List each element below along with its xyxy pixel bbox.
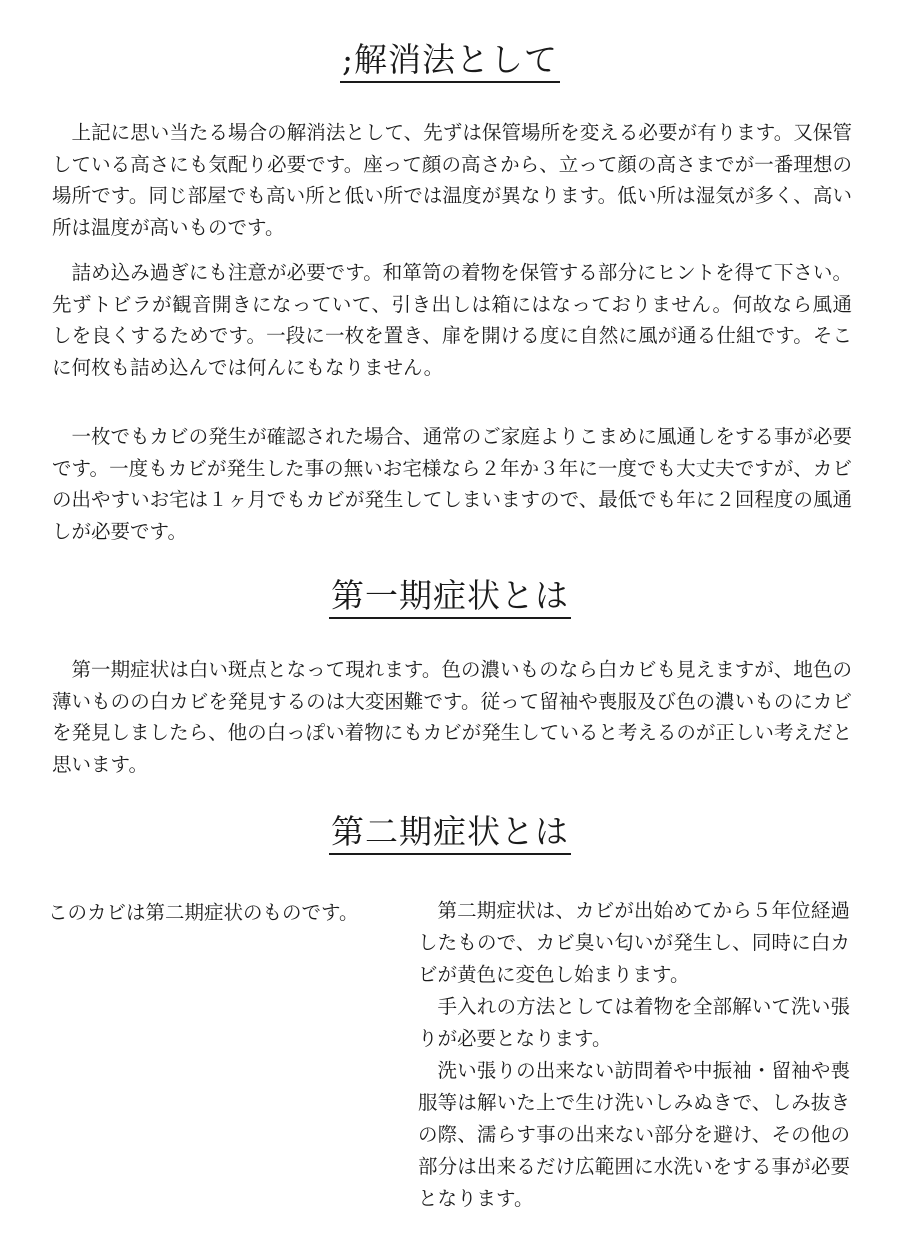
- heading-remedy: [0, 40, 900, 83]
- heading-stage-two: [0, 812, 900, 855]
- remedy-paragraph-airing: 一枚でもカビの発生が確認された場合、通常のご家庭よりこまめに風通しをする事が必要です。一度もカビが発生した事の無いお宅様なら２年か３年に一度でも大丈夫ですが、カビの出やすいお宅は１ヶ月でもカビが発生してしまいますので、最低でも年に２回程度の風通しが必要です。: [52, 425, 852, 543]
- stage-two-paragraph-special-garments: 洗い張りの出来ない訪問着や中振袖・留袖や喪服等は解いた上で生け洗いしみぬきで、しみ抜きの際、濡らす事の出来ない部分を避け、その他の部分は出来るだけ広範囲に水洗いをする事が必要となります。: [418, 1059, 850, 1210]
- heading-remedy-text: ;解消法として: [340, 40, 560, 83]
- remedy-paragraph-overpacking: 詰め込み過ぎにも注意が必要です。和箪笥の着物を保管する部分にヒントを得て下さい。先ずトビラが観音開きになっていて、引き出しは箱にはなっておりません。何故なら風通しを良くするためです。一段に一枚を置き、扉を開ける度に自然に風が通る仕組です。そこに何枚も詰め込んでは何んにもなりません。: [52, 261, 852, 379]
- stage-two-photo-caption: このカビは第二期症状のものです。: [48, 901, 359, 924]
- stage-two-paragraph-description: 第二期症状は、カビが出始めてから５年位経過したもので、カビ臭い匂いが発生し、同時に白カビが黄色に変色し始まります。: [418, 899, 850, 986]
- stage-two-paragraph-treatment: 手入れの方法としては着物を全部解いて洗い張りが必要となります。: [418, 995, 850, 1050]
- heading-stage-one-text: 第一期症状とは: [329, 576, 571, 619]
- stage-two-text-column: [418, 895, 850, 1215]
- stage-one-paragraph: 第一期症状は白い斑点となって現れます。色の濃いものなら白カビも見えますが、地色の薄いものの白カビを発見するのは大変困難です。従って留袖や喪服及び色の濃いものにカビを発見しましたら、他の白っぽい着物にもカビが発生していると考えるのが正しい考えだと思います。: [52, 658, 852, 776]
- heading-stage-two-text: 第二期症状とは: [329, 812, 571, 855]
- heading-stage-one: [0, 576, 900, 619]
- remedy-paragraph-storage: 上記に思い当たる場合の解消法として、先ずは保管場所を変える必要が有ります。又保管している高さにも気配り必要です。座って顔の高さから、立って顔の高さまでが一番理想の場所です。同じ部屋でも高い所と低い所では温度が異なります。低い所は湿気が多く、高い所は温度が高いものです。: [52, 121, 852, 239]
